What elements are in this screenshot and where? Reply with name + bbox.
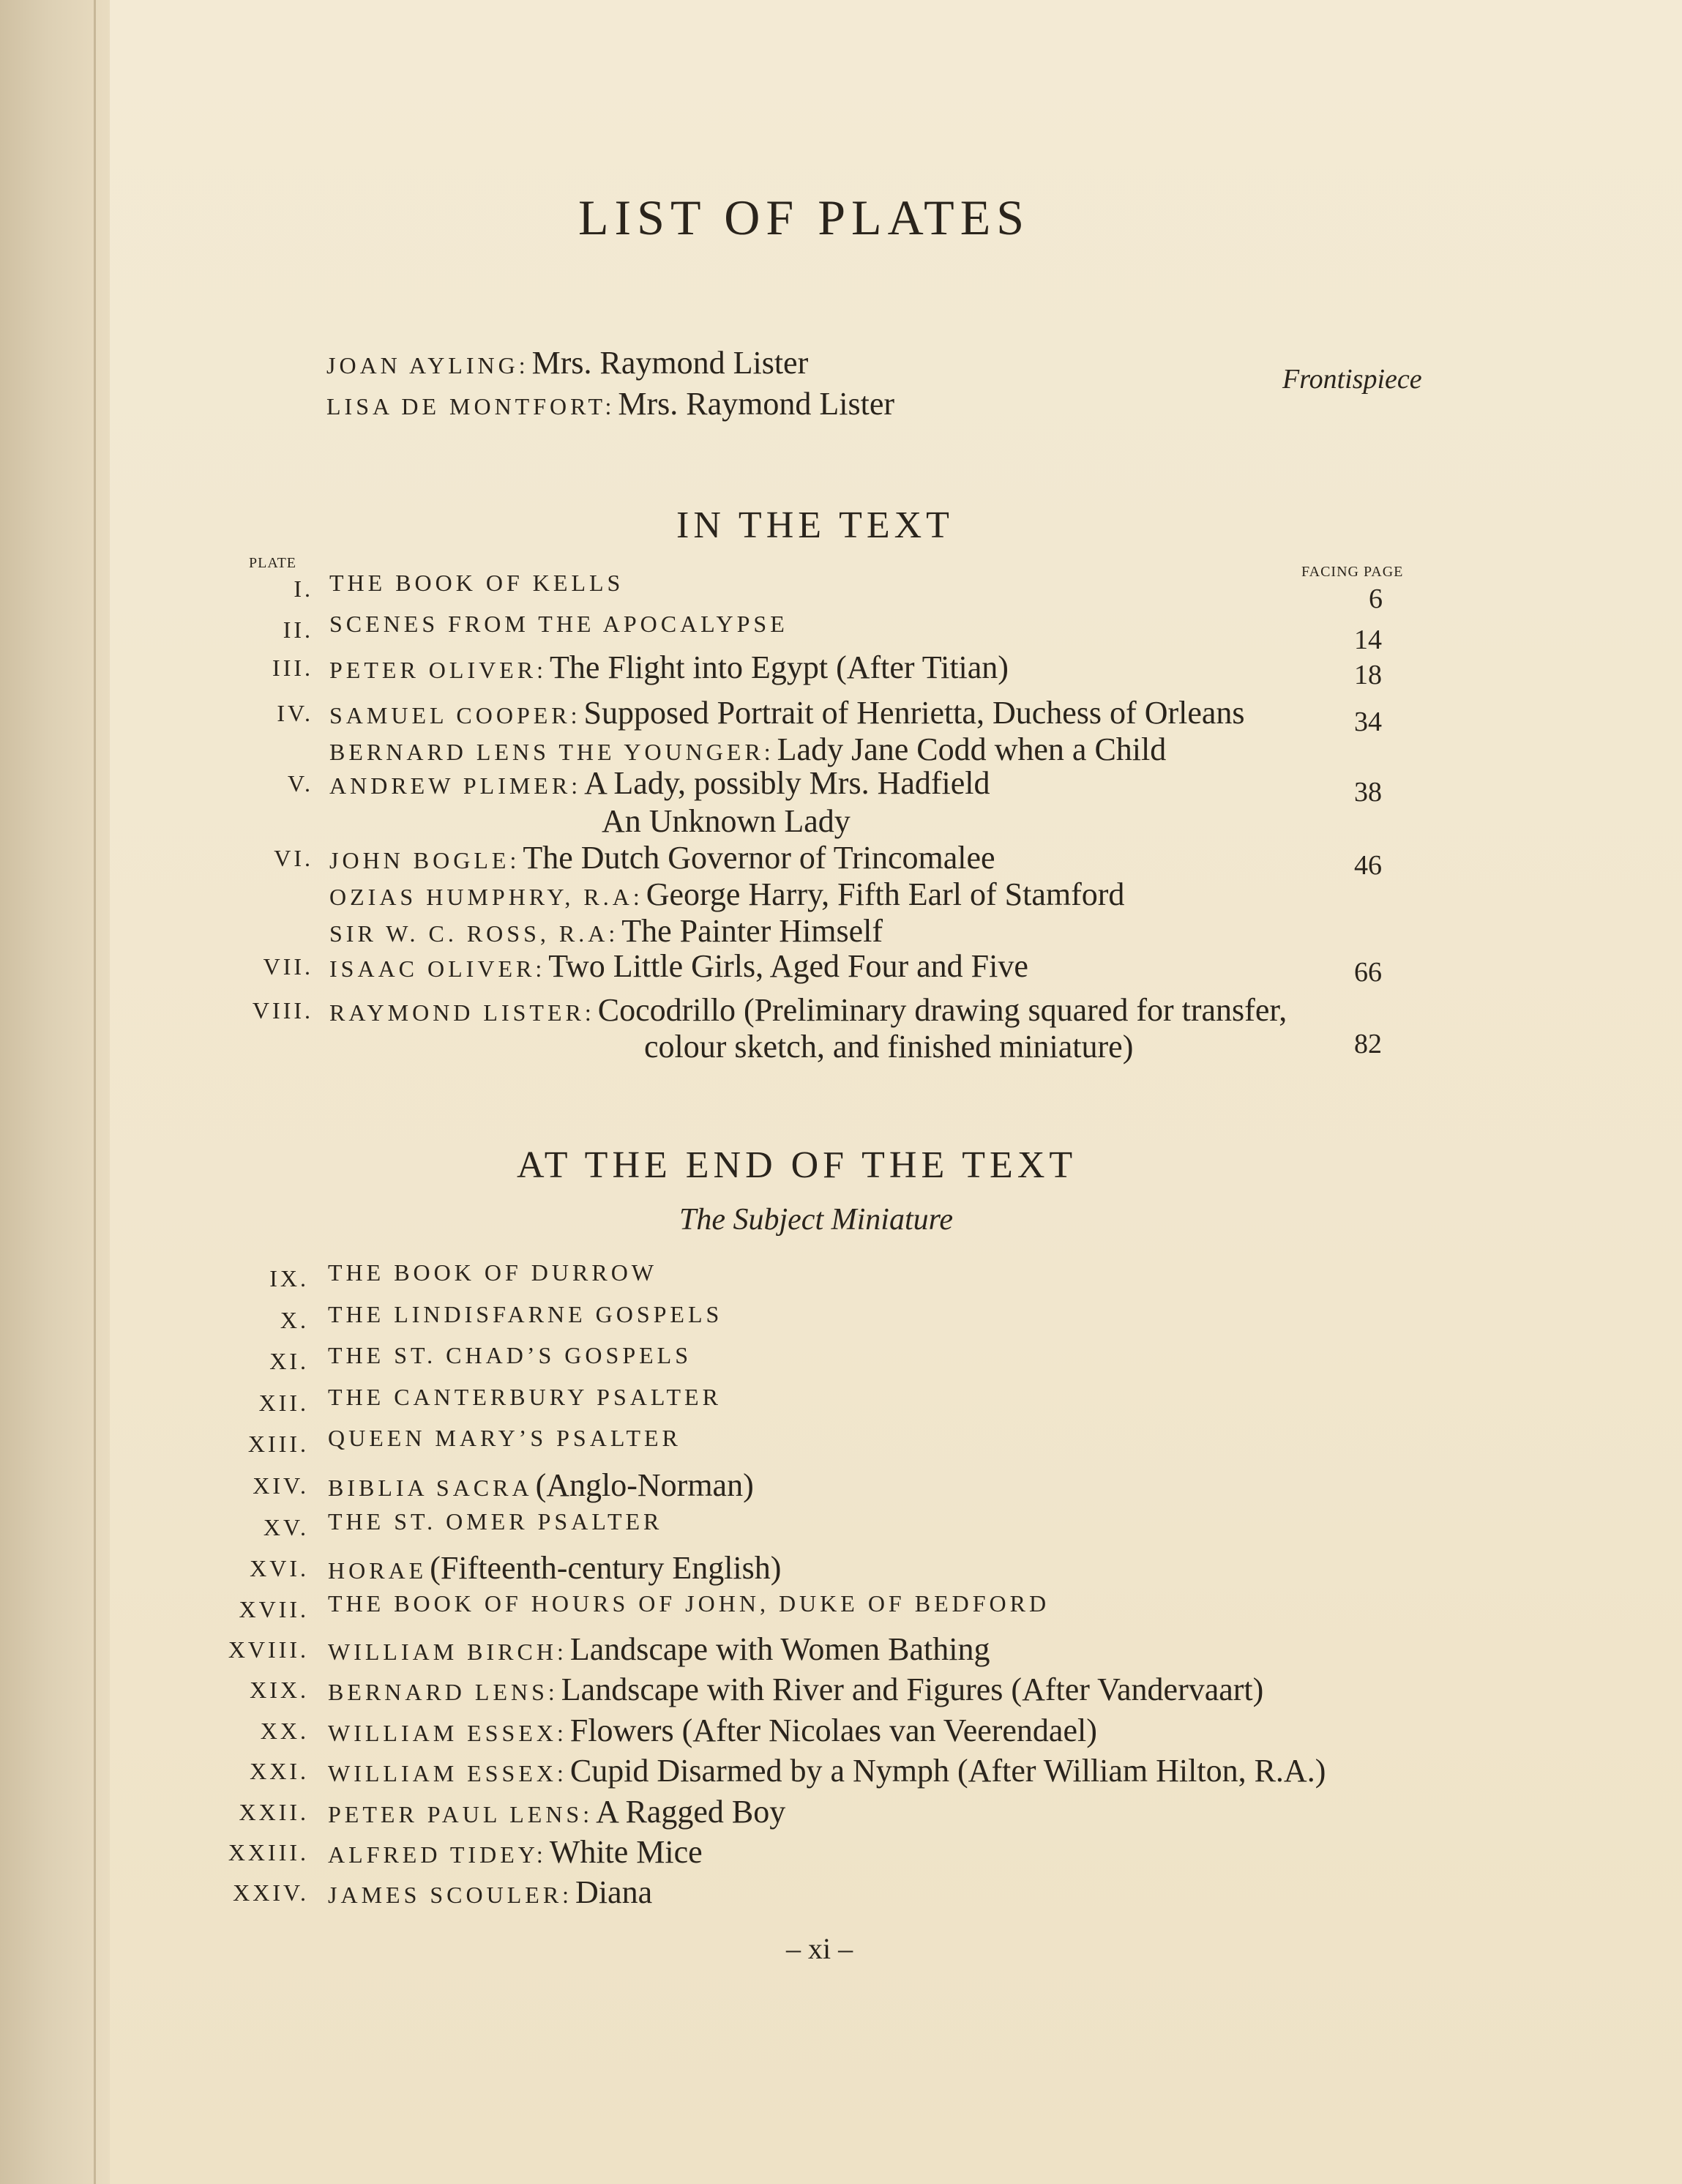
plate-artist: ANDREW PLIMER: [329, 772, 572, 799]
plate-entry-line: [328, 1301, 722, 1328]
plate-entry-line: [329, 876, 1124, 913]
facing-page-number: 18: [1354, 660, 1382, 690]
plate-entry-line: [328, 1752, 1326, 1789]
plate-title: The Dutch Governor of Trincomalee: [523, 840, 995, 876]
plate-numeral: XVIII.: [228, 1636, 309, 1663]
plate-separator: :: [571, 772, 582, 799]
plate-numeral: XXIII.: [228, 1839, 309, 1866]
plate-artist: THE ST. CHAD’S GOSPELS: [328, 1342, 692, 1369]
plate-entry-line: [329, 912, 883, 950]
plate-separator: :: [570, 702, 581, 728]
plate-numeral: XV.: [263, 1513, 309, 1540]
plate-title: Cupid Disarmed by a Nymph (After William Hilton, R.A.): [569, 1753, 1326, 1789]
plate-title: Diana: [575, 1874, 653, 1910]
plate-separator: :: [547, 1679, 558, 1705]
plate-numeral: V.: [288, 770, 313, 797]
plate-artist: OZIAS HUMPHRY, R.A: [329, 884, 633, 910]
plate-numeral: XIX.: [250, 1677, 309, 1703]
plate-separator: :: [536, 1841, 547, 1868]
plate-artist: PETER OLIVER: [329, 657, 537, 683]
plate-entry-line: [328, 1712, 1097, 1749]
frontispiece-separator: :: [518, 352, 529, 379]
plate-numeral: I.: [294, 575, 313, 602]
plate-entry-line: [328, 1630, 990, 1668]
plate-numeral: XXIV.: [233, 1879, 309, 1906]
plate-title: Landscape with River and Figures (After Vandervaart): [561, 1671, 1264, 1707]
plate-artist: THE ST. OMER PSALTER: [328, 1507, 663, 1535]
plate-entry-line: [329, 947, 1028, 985]
plate-separator: :: [632, 884, 643, 910]
plate-entry-line: [329, 731, 1166, 768]
plate-separator: :: [509, 847, 520, 873]
plate-entry-line: [329, 570, 624, 597]
plate-entry-line: [328, 1342, 692, 1369]
frontispiece-title: Mrs. Raymond Lister: [618, 386, 895, 422]
plate-artist: PETER PAUL LENS: [328, 1800, 583, 1827]
plate-title: Two Little Girls, Aged Four and Five: [548, 948, 1028, 984]
plate-entry-line: [328, 1384, 722, 1411]
plate-numeral: III.: [272, 655, 313, 681]
plate-entry-line: [328, 1833, 703, 1871]
plate-separator: :: [584, 999, 595, 1026]
plate-artist: WILLIAM BIRCH: [328, 1639, 557, 1666]
plate-title: (Anglo-Norman): [535, 1467, 754, 1503]
plate-artist: SAMUEL COOPER: [329, 702, 571, 728]
plate-title: George Harry, Fifth Earl of Stamford: [646, 876, 1125, 912]
facing-page-number: 46: [1354, 850, 1382, 881]
plate-separator: :: [556, 1760, 567, 1787]
plate-title: White Mice: [549, 1834, 703, 1871]
page-number: – xi –: [786, 1932, 853, 1965]
plate-separator: :: [535, 955, 546, 982]
plate-numeral: XXI.: [250, 1758, 309, 1785]
plate-artist: BERNARD LENS: [328, 1679, 548, 1705]
plate-title: Supposed Portrait of Henrietta, Duchess of Orleans: [583, 695, 1245, 731]
plate-entry-line: [329, 839, 995, 876]
section-subheading: The Subject Miniature: [679, 1203, 954, 1237]
plate-title: The Flight into Egypt (After Titian): [549, 649, 1009, 685]
plate-numeral: IX.: [269, 1265, 309, 1292]
frontispiece-artist: JOAN AYLING: [326, 352, 519, 379]
plate-numeral: VI.: [274, 845, 313, 871]
plate-artist: ISAAC OLIVER: [329, 955, 536, 982]
plate-title: Flowers (After Nicolaes van Veerendael): [569, 1712, 1097, 1748]
plate-artist: JOHN BOGLE: [329, 847, 510, 873]
section-heading-in-text: IN THE TEXT: [676, 504, 954, 546]
plate-separator: :: [583, 1800, 594, 1827]
plate-artist: HORAE: [328, 1557, 427, 1584]
facing-page-number: 38: [1354, 777, 1382, 808]
plate-title: Lady Jane Codd when a Child: [777, 731, 1167, 767]
plate-entry-line: [328, 1508, 662, 1535]
plate-entry-line: [328, 1425, 681, 1452]
plate-artist: BIBLIA SACRA: [328, 1475, 533, 1501]
plate-artist: RAYMOND LISTER: [329, 999, 585, 1026]
plate-numeral: XIII.: [247, 1431, 309, 1458]
plate-artist: THE BOOK OF HOURS OF JOHN, DUKE OF BEDFORD: [328, 1589, 1050, 1617]
plate-numeral: II.: [283, 616, 313, 643]
plate-separator: :: [556, 1639, 567, 1666]
frontispiece-entry: [326, 385, 894, 422]
plate-entry-line: [329, 649, 1009, 686]
plate-artist: ALFRED TIDEY: [328, 1841, 537, 1868]
page-title: LIST OF PLATES: [578, 190, 1031, 245]
plate-entry-line: [329, 991, 1287, 1029]
plate-title: An Unknown Lady: [602, 803, 851, 839]
plate-artist: THE LINDISFARNE GOSPELS: [328, 1300, 723, 1327]
facing-page-number: 6: [1369, 584, 1383, 614]
plate-numeral: XXII.: [239, 1798, 309, 1825]
plate-entry-line: [329, 611, 788, 638]
plate-artist: THE BOOK OF DURROW: [328, 1259, 657, 1286]
plate-entry-line: [329, 764, 990, 802]
plate-numeral: XII.: [258, 1389, 309, 1416]
plate-entry-line: [328, 1874, 652, 1911]
plate-title: Cocodrillo (Preliminary drawing squared for transfer,: [597, 992, 1287, 1028]
frontispiece-artist: LISA DE MONTFORT: [326, 393, 605, 420]
plate-numeral: VIII.: [252, 997, 313, 1024]
plate-numeral: XI.: [269, 1348, 309, 1375]
plate-column-label: PLATE: [249, 555, 296, 571]
plate-title: The Painter Himself: [621, 913, 883, 949]
book-gutter-line: [94, 0, 96, 2184]
plate-entry-line: [328, 1793, 785, 1830]
plate-separator: :: [562, 1882, 573, 1908]
frontispiece-label: Frontispiece: [1282, 364, 1422, 395]
plate-numeral: VII.: [263, 953, 313, 980]
plate-artist: WILLIAM ESSEX: [328, 1719, 557, 1746]
frontispiece-title: Mrs. Raymond Lister: [531, 345, 809, 381]
plate-separator: :: [537, 657, 547, 683]
plate-artist: SIR W. C. ROSS, R.A: [329, 920, 609, 947]
plate-separator: :: [763, 739, 774, 765]
plate-artist: BERNARD LENS THE YOUNGER: [329, 739, 764, 765]
facing-page-number: 66: [1354, 957, 1382, 988]
plate-entry-line: [644, 1028, 1133, 1065]
plate-entry-line: [328, 1671, 1263, 1708]
plate-numeral: XX.: [260, 1717, 309, 1744]
plate-artist: WILLIAM ESSEX: [328, 1760, 557, 1787]
facing-page-number: 14: [1354, 625, 1382, 655]
plate-title: A Lady, possibly Mrs. Hadfield: [584, 765, 990, 801]
plate-numeral: XVI.: [250, 1555, 309, 1582]
plate-numeral: XIV.: [253, 1472, 309, 1499]
plate-title: Landscape with Women Bathing: [569, 1631, 990, 1668]
plate-entry-line: [602, 802, 851, 840]
facing-page-number: 82: [1354, 1029, 1382, 1059]
plate-numeral: X.: [280, 1306, 309, 1333]
plate-separator: :: [608, 920, 619, 947]
plate-title: A Ragged Boy: [596, 1793, 786, 1830]
plate-title: colour sketch, and finished miniature): [644, 1029, 1134, 1065]
plate-entry-line: [328, 1259, 657, 1286]
plate-entry-line: [329, 694, 1245, 731]
plate-artist: THE BOOK OF KELLS: [329, 570, 624, 596]
plate-entry-line: [328, 1466, 754, 1504]
plate-title: (Fifteenth-century English): [430, 1550, 782, 1587]
facing-page-column-label: FACING PAGE: [1301, 564, 1404, 580]
frontispiece-separator: :: [605, 393, 616, 420]
plate-artist: SCENES FROM THE APOCALYPSE: [329, 611, 788, 637]
plate-separator: :: [556, 1719, 567, 1746]
section-heading-end-text: AT THE END OF THE TEXT: [517, 1144, 1077, 1186]
frontispiece-entry: [326, 344, 808, 381]
plate-entry-line: [328, 1549, 781, 1587]
plate-artist: THE CANTERBURY PSALTER: [328, 1383, 722, 1410]
plate-numeral: XVII.: [239, 1595, 309, 1622]
plate-artist: QUEEN MARY’S PSALTER: [328, 1425, 681, 1452]
plate-numeral: IV.: [277, 700, 313, 726]
plate-artist: JAMES SCOULER: [328, 1882, 563, 1908]
facing-page-number: 34: [1354, 707, 1382, 737]
plate-entry-line: [328, 1590, 1050, 1617]
